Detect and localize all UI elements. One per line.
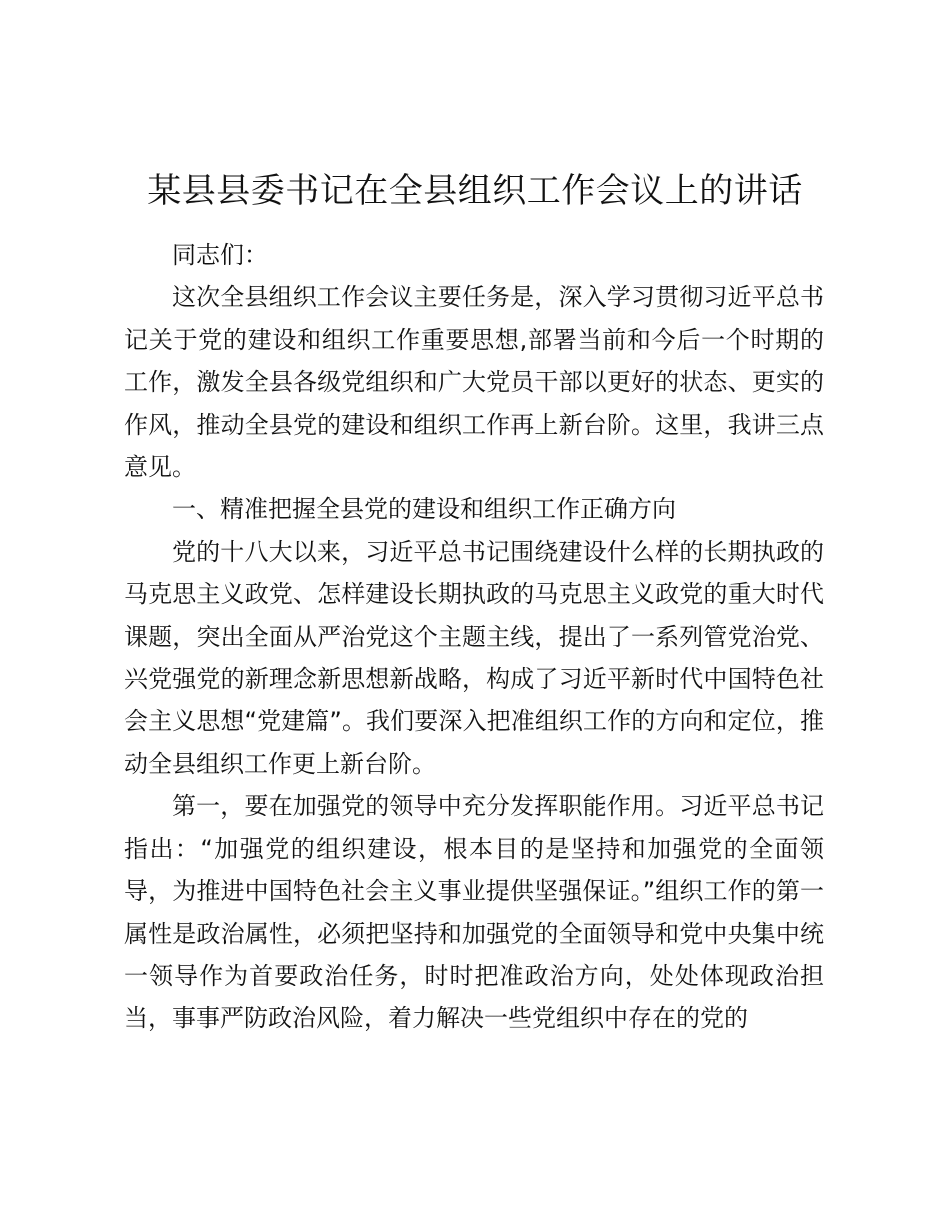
intro-paragraph: 这次全县组织工作会议主要任务是，深入学习贯彻习近平总书记关于党的建设和组织工作重要思想,部署当前和今后一个时期的工作，激发全县各级党组织和广大党员干部以更好的状态、更实的作风，推动全县党的建设和组织工作再上新台阶。这里，我讲三点意见。 <box>124 283 824 482</box>
document-body <box>124 234 824 1040</box>
salutation-paragraph: 同志们： <box>172 241 268 269</box>
body-paragraph: 第一，要在加强党的领导中充分发挥职能作用。习近平总书记指出：“加强党的组织建设，根本目的是坚持和加强党的全面领导，为推进中国特色社会主义事业提供坚强保证。”组织工作的第一属性是政治属性，必须把坚持和加强党的全面领导和党中央集中统一领导作为首要政治任务，时时把准政治方向，处处体现政治担当，事事严防政治风险，着力解决一些党组织中存在的党的 <box>124 792 824 1033</box>
document-title: 某县县委书记在全县组织工作会议上的讲话 <box>147 171 803 211</box>
body-paragraph: 党的十八大以来，习近平总书记围绕建设什么样的长期执政的马克思主义政党、怎样建设长期执政的马克思主义政党的重大时代课题，突出全面从严治党这个主题主线，提出了一系列管党治党、兴党强党的新理念新思想新战略，构成了习近平新时代中国特色社会主义思想“党建篇”。我们要深入把准组织工作的方向和定位，推动全县组织工作更上新台阶。 <box>124 537 824 778</box>
section-heading-1: 一、精准把握全县党的建设和组织工作正确方向 <box>172 495 676 524</box>
